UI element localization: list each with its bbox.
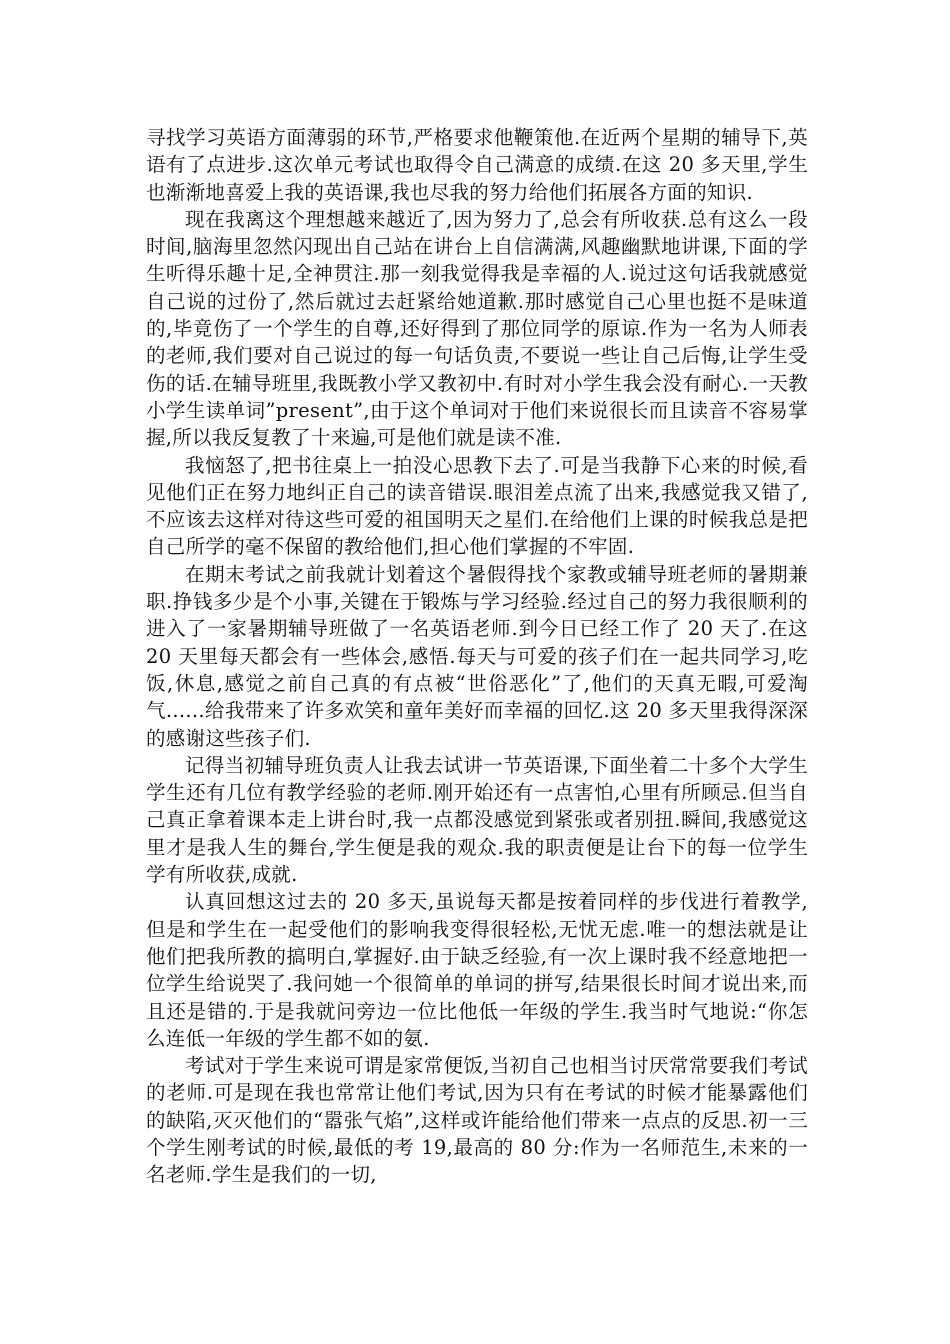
paragraph-2: 现在我离这个理想越来越近了,因为努力了,总会有所收获.总有这么一段时间,脑海里忽然闪现出自己站在讲台上自信满满,风趣幽默地讲课,下面的学生听得乐趣十足,全神贯注.那一刻我觉得我是幸福的人.说过这句话我就感觉自己说的过份了,然后就过去赶紧给她道歉.那时感觉自己心里也挺不是味道的,毕竟伤了一个学生的自尊,还好得到了那位同学的原谅.作为一名为人师表的老师,我们要对自己说过的每一句话负责,不要说一些让自己后悔,让学生受伤的话.在辅导班里,我既教小学又教初中.有时对小学生我会没有耐心.一天教小学生读单词”present”,由于这个单词对于他们来说很长而且读音不容易掌握,所以我反复教了十来遍,可是他们就是读不准. [146,207,808,450]
document-body [146,124,808,1189]
paragraph-5: 记得当初辅导班负责人让我去试讲一节英语课,下面坐着二十多个大学生学生还有几位有教学经验的老师.刚开始还有一点害怕,心里有所顾忌.但当自己真正拿着课本走上讲台时,我一点都没感觉到紧张或者别扭.瞬间,我感觉这里才是我人生的舞台,学生便是我的观众.我的职责便是让台下的每一位学生学有所收获,成就. [146,753,808,887]
paragraph-6: 认真回想这过去的 20 多天,虽说每天都是按着同样的步伐进行着教学,但是和学生在一起受他们的影响我变得很轻松,无忧无虑.唯一的想法就是让他们把我所教的搞明白,掌握好.由于缺乏经验,有一次上课时我不经意地把一位学生给说哭了.我问她一个很简单的单词的拼写,结果很长时间才说出来,而且还是错的.于是我就问旁边一位比他低一年级的学生.我当时气地说:“你怎么连低一年级的学生都不如的氨. [146,890,808,1050]
paragraph-4: 在期末考试之前我就计划着这个暑假得找个家教或辅导班老师的暑期兼职.挣钱多少是个小事,关键在于锻炼与学习经验.经过自己的努力我很顺利的进入了一家暑期辅导班做了一名英语老师.到今日已经工作了 20 天了.在这 20 天里每天都会有一些体会,感悟.每天与可爱的孩子们在一起共同学习,吃饭,休息,感觉之前自己真的有点被“世俗恶化”了,他们的天真无暇,可爱淘气......给我带来了许多欢笑和童年美好而幸福的回忆.这 20 多天里我得深深的感谢这些孩子们. [146,562,808,750]
paragraph-7: 考试对于学生来说可谓是家常便饭,当初自己也相当讨厌常常要我们考试的老师.可是现在我也常常让他们考试,因为只有在考试的时候才能暴露他们的缺陷,灭灭他们的“嚣张气焰”,这样或许能给他们带来一点点的反思.初一三个学生刚考试的时候,最低的考 19,最高的 80 分:作为一名师范生,未来的一名老师.学生是我们的一切, [146,1054,808,1187]
paragraph-3: 我恼怒了,把书往桌上一拍没心思教下去了.可是当我静下心来的时候,看见他们正在努力地纠正自己的读音错误.眼泪差点流了出来,我感觉我又错了,不应该去这样对待这些可爱的祖国明天之星们.在给他们上课的时候我总是把自己所学的毫不保留的教给他们,担心他们掌握的不牢固. [146,453,808,559]
paragraph-1: 寻找学习英语方面薄弱的环节,严格要求他鞭策他.在近两个星期的辅导下,英语有了点进步.这次单元考试也取得令自己满意的成绩.在这 20 多天里,学生也渐渐地喜爱上我的英语课,我也尽我的努力给他们拓展各方面的知识. [146,126,808,204]
